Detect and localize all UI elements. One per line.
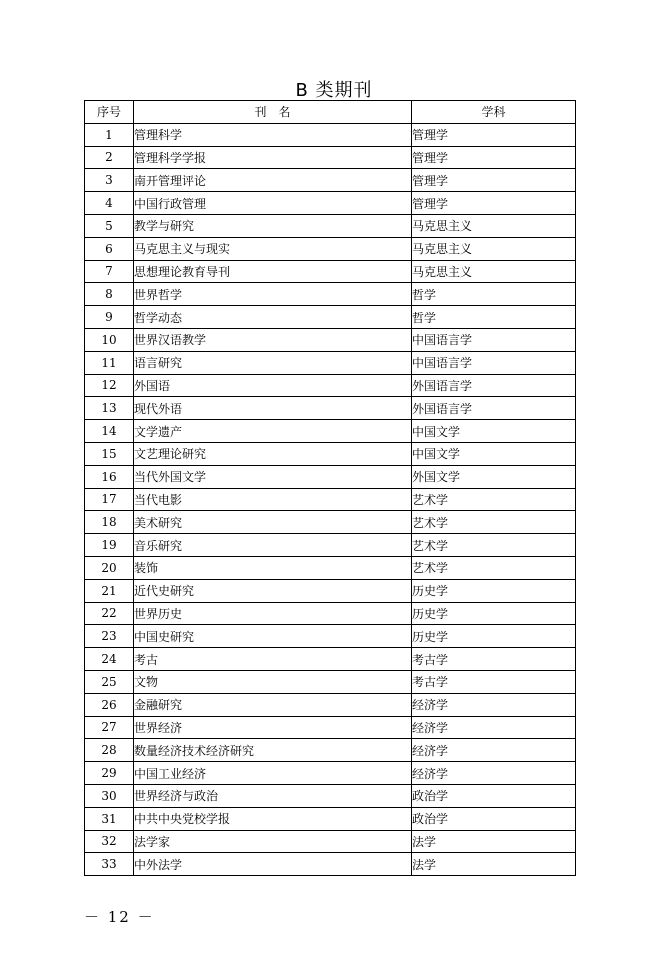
header-no: 序号 — [85, 101, 134, 124]
journal-name: 中国行政管理 — [134, 192, 412, 215]
subject-name: 历史学 — [412, 579, 576, 602]
row-number: 13 — [85, 397, 134, 420]
table-row — [85, 146, 576, 169]
table-row — [85, 716, 576, 739]
subject-name: 马克思主义 — [412, 214, 576, 237]
subject-name: 政治学 — [412, 784, 576, 807]
row-number: 26 — [85, 693, 134, 716]
journal-name: 中共中央党校学报 — [134, 807, 412, 830]
row-number: 30 — [85, 784, 134, 807]
subject-name: 经济学 — [412, 762, 576, 785]
row-number: 19 — [85, 534, 134, 557]
row-number: 22 — [85, 602, 134, 625]
table-row — [85, 442, 576, 465]
table-row — [85, 328, 576, 351]
journal-name: 世界汉语教学 — [134, 328, 412, 351]
journal-name: 考古 — [134, 648, 412, 671]
journal-name: 文物 — [134, 670, 412, 693]
table-row — [85, 830, 576, 853]
journal-name: 中国工业经济 — [134, 762, 412, 785]
journal-name: 法学家 — [134, 830, 412, 853]
journal-name: 音乐研究 — [134, 534, 412, 557]
table-row — [85, 465, 576, 488]
table-row — [85, 648, 576, 671]
subject-name: 历史学 — [412, 625, 576, 648]
row-number: 21 — [85, 579, 134, 602]
row-number: 24 — [85, 648, 134, 671]
row-number: 18 — [85, 511, 134, 534]
subject-name: 考古学 — [412, 648, 576, 671]
table-row — [85, 488, 576, 511]
row-number: 15 — [85, 442, 134, 465]
subject-name: 马克思主义 — [412, 237, 576, 260]
journal-name: 哲学动态 — [134, 306, 412, 329]
row-number: 16 — [85, 465, 134, 488]
subject-name: 经济学 — [412, 693, 576, 716]
subject-name: 经济学 — [412, 739, 576, 762]
subject-name: 外国文学 — [412, 465, 576, 488]
journal-name: 管理科学 — [134, 123, 412, 146]
subject-name: 历史学 — [412, 602, 576, 625]
journal-name: 美术研究 — [134, 511, 412, 534]
row-number: 20 — [85, 556, 134, 579]
row-number: 8 — [85, 283, 134, 306]
subject-name: 中国文学 — [412, 442, 576, 465]
journal-name: 文学遗产 — [134, 420, 412, 443]
table-row — [85, 739, 576, 762]
journal-name: 当代外国文学 — [134, 465, 412, 488]
journal-name: 世界哲学 — [134, 283, 412, 306]
subject-name: 哲学 — [412, 306, 576, 329]
row-number: 31 — [85, 807, 134, 830]
table-row — [85, 670, 576, 693]
page-title: B 类期刊 — [295, 80, 373, 101]
table-header-row — [85, 101, 576, 124]
row-number: 11 — [85, 351, 134, 374]
row-number: 25 — [85, 670, 134, 693]
row-number: 5 — [85, 214, 134, 237]
table-row — [85, 853, 576, 876]
journal-name: 当代电影 — [134, 488, 412, 511]
row-number: 23 — [85, 625, 134, 648]
table-row — [85, 123, 576, 146]
table-row — [85, 374, 576, 397]
page-number: － 12 － — [84, 908, 155, 926]
subject-name: 法学 — [412, 853, 576, 876]
table-row — [85, 807, 576, 830]
row-number: 4 — [85, 192, 134, 215]
journal-table — [84, 100, 576, 876]
table-row — [85, 693, 576, 716]
subject-name: 艺术学 — [412, 511, 576, 534]
journal-name: 文艺理论研究 — [134, 442, 412, 465]
journal-name: 思想理论教育导刊 — [134, 260, 412, 283]
row-number: 27 — [85, 716, 134, 739]
table-row — [85, 579, 576, 602]
journal-name: 世界经济 — [134, 716, 412, 739]
journal-name: 马克思主义与现实 — [134, 237, 412, 260]
table-row — [85, 306, 576, 329]
row-number: 28 — [85, 739, 134, 762]
header-name: 刊 名 — [134, 101, 412, 124]
row-number: 3 — [85, 169, 134, 192]
subject-name: 经济学 — [412, 716, 576, 739]
table-row — [85, 351, 576, 374]
subject-name: 管理学 — [412, 169, 576, 192]
table-row — [85, 192, 576, 215]
subject-name: 法学 — [412, 830, 576, 853]
row-number: 10 — [85, 328, 134, 351]
row-number: 17 — [85, 488, 134, 511]
row-number: 7 — [85, 260, 134, 283]
journal-name: 外国语 — [134, 374, 412, 397]
row-number: 12 — [85, 374, 134, 397]
table-row — [85, 556, 576, 579]
table-row — [85, 602, 576, 625]
journal-name: 中外法学 — [134, 853, 412, 876]
table-row — [85, 625, 576, 648]
table-row — [85, 237, 576, 260]
table-row — [85, 534, 576, 557]
subject-name: 管理学 — [412, 146, 576, 169]
journal-name: 世界经济与政治 — [134, 784, 412, 807]
table-row — [85, 420, 576, 443]
table-row — [85, 260, 576, 283]
table-row — [85, 214, 576, 237]
table-row — [85, 511, 576, 534]
journal-name: 语言研究 — [134, 351, 412, 374]
journal-name: 现代外语 — [134, 397, 412, 420]
journal-name: 管理科学学报 — [134, 146, 412, 169]
row-number: 14 — [85, 420, 134, 443]
journal-name: 数量经济技术经济研究 — [134, 739, 412, 762]
journal-name: 中国史研究 — [134, 625, 412, 648]
subject-name: 哲学 — [412, 283, 576, 306]
journal-name: 南开管理评论 — [134, 169, 412, 192]
subject-name: 中国文学 — [412, 420, 576, 443]
subject-name: 管理学 — [412, 123, 576, 146]
journal-name: 世界历史 — [134, 602, 412, 625]
row-number: 2 — [85, 146, 134, 169]
journal-name: 近代史研究 — [134, 579, 412, 602]
subject-name: 管理学 — [412, 192, 576, 215]
subject-name: 艺术学 — [412, 534, 576, 557]
subject-name: 马克思主义 — [412, 260, 576, 283]
table-row — [85, 784, 576, 807]
journal-name: 金融研究 — [134, 693, 412, 716]
subject-name: 外国语言学 — [412, 374, 576, 397]
subject-name: 考古学 — [412, 670, 576, 693]
subject-name: 政治学 — [412, 807, 576, 830]
table-row — [85, 762, 576, 785]
journal-name: 教学与研究 — [134, 214, 412, 237]
subject-name: 艺术学 — [412, 556, 576, 579]
row-number: 9 — [85, 306, 134, 329]
table-row — [85, 283, 576, 306]
subject-name: 中国语言学 — [412, 328, 576, 351]
subject-name: 中国语言学 — [412, 351, 576, 374]
table-row — [85, 169, 576, 192]
row-number: 29 — [85, 762, 134, 785]
subject-name: 艺术学 — [412, 488, 576, 511]
row-number: 32 — [85, 830, 134, 853]
header-subject: 学科 — [412, 101, 576, 124]
journal-name: 装饰 — [134, 556, 412, 579]
row-number: 1 — [85, 123, 134, 146]
subject-name: 外国语言学 — [412, 397, 576, 420]
row-number: 6 — [85, 237, 134, 260]
row-number: 33 — [85, 853, 134, 876]
table-row — [85, 397, 576, 420]
